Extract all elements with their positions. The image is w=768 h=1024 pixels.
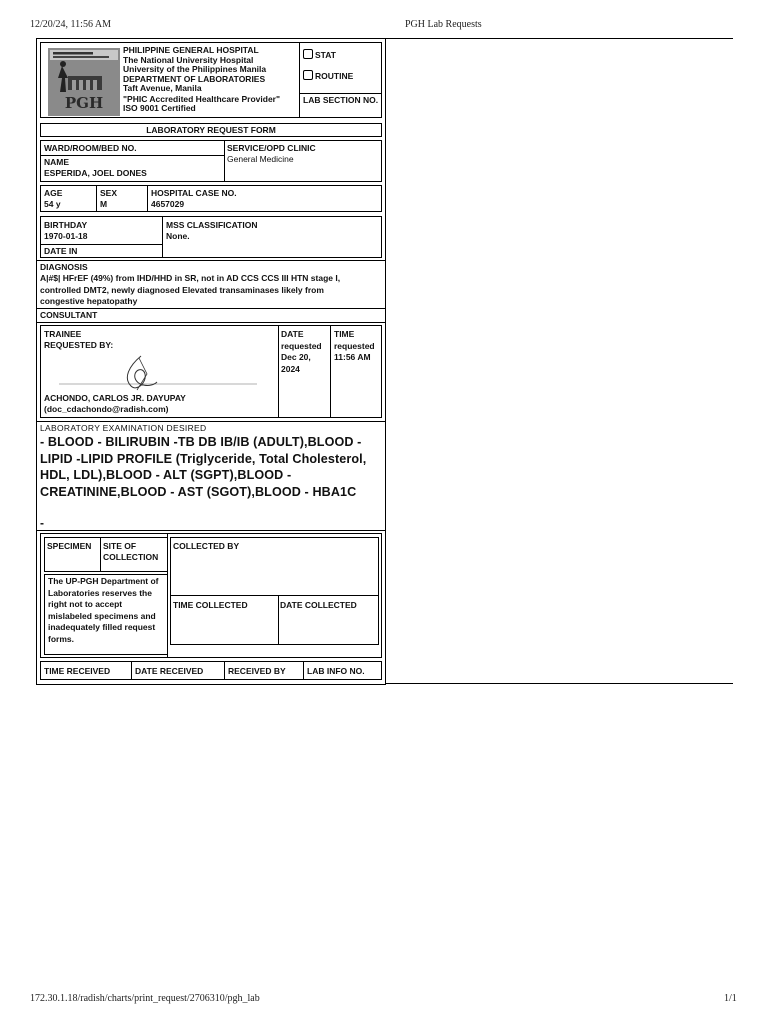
trainee-label: TRAINEE xyxy=(44,329,82,339)
consultant-label: CONSULTANT xyxy=(40,310,98,320)
mss-value: None. xyxy=(166,231,190,241)
routine-label: ROUTINE xyxy=(315,71,354,81)
hospital-address: Taft Avenue, Manila xyxy=(123,83,202,93)
age-sex-case-box xyxy=(40,185,382,212)
time-requested-value: 11:56 AM xyxy=(334,352,371,362)
doctor-email: (doc_cdachondo@radish.com) xyxy=(44,404,169,414)
routine-option[interactable] xyxy=(303,70,353,81)
lab-section-label: LAB SECTION NO. xyxy=(303,95,379,105)
print-title: PGH Lab Requests xyxy=(405,19,482,30)
form-title-box xyxy=(40,123,382,137)
requested-by-box xyxy=(40,325,382,418)
hospital-accreditation: "PHIC Accredited Healthcare Provider" xyxy=(123,94,281,104)
date-requested-label-2: requested xyxy=(281,340,322,351)
collection-box xyxy=(170,537,379,645)
stat-checkbox[interactable] xyxy=(303,49,313,59)
print-datetime: 12/20/24, 11:56 AM xyxy=(30,19,112,30)
site-label-2: COLLECTION xyxy=(103,552,159,562)
date-requested-value-1: Dec 20, xyxy=(281,352,311,362)
hospital-name: PHILIPPINE GENERAL HOSPITAL xyxy=(123,45,259,55)
patient-name: ESPERIDA, JOEL DONES xyxy=(44,168,147,178)
time-collected-label: TIME COLLECTED xyxy=(173,600,248,610)
hospital-subtitle: The National University Hospital xyxy=(123,54,254,65)
specimen-box xyxy=(40,533,382,658)
doctor-name: ACHONDO, CARLOS JR. DAYUPAY xyxy=(44,393,186,403)
service-value: General Medicine xyxy=(227,154,294,164)
hospital-university: University of the Philippines Manila xyxy=(123,64,267,74)
pgh-logo xyxy=(48,48,120,116)
name-label: NAME xyxy=(44,157,70,167)
time-requested-label-2: requested xyxy=(334,340,375,351)
date-collected-label: DATE COLLECTED xyxy=(280,600,357,610)
date-in-label: DATE IN xyxy=(44,246,78,256)
page-bottom-rule xyxy=(385,683,733,684)
form-title: LABORATORY REQUEST FORM xyxy=(146,125,276,135)
print-url: 172.30.1.18/radish/charts/print_request/2706310/pgh_lab xyxy=(30,993,260,1004)
time-received-label: TIME RECEIVED xyxy=(44,666,111,676)
date-requested-value-2: 2024 xyxy=(281,363,300,374)
hospital-iso: ISO 9001 Certified xyxy=(123,103,196,113)
page-top-rule xyxy=(385,38,733,39)
specimen-site-box xyxy=(44,537,168,572)
print-page-number: 1/1 xyxy=(724,993,737,1004)
birthday-label: BIRTHDAY xyxy=(44,220,88,230)
collected-by-label: COLLECTED BY xyxy=(173,541,240,551)
diagnosis-label: DIAGNOSIS xyxy=(40,262,88,272)
case-label: HOSPITAL CASE NO. xyxy=(151,188,237,198)
ward-label: WARD/ROOM/BED NO. xyxy=(44,143,137,153)
patient-info-box xyxy=(40,140,382,182)
requested-by-label: REQUESTED BY: xyxy=(44,340,114,350)
date-received-label: DATE RECEIVED xyxy=(135,666,204,676)
date-requested-label-1: DATE xyxy=(281,329,304,339)
birthday-mss-box xyxy=(40,216,382,258)
exam-trailing: - xyxy=(40,516,44,530)
stat-option[interactable] xyxy=(303,49,336,60)
lab-info-label: LAB INFO NO. xyxy=(307,666,365,676)
hospital-header xyxy=(40,42,382,118)
doctor-signature xyxy=(59,352,259,392)
time-requested-label-1: TIME xyxy=(334,329,355,339)
age-label: AGE xyxy=(44,188,63,198)
receiving-row xyxy=(40,661,382,680)
routine-checkbox[interactable] xyxy=(303,70,313,80)
diagnosis-text: A|#$| HFrEF (49%) from IHD/HHD in SR, not in AD CCS CCS III HTN stage I, controlled DMT2, newly diagnosed Elevated transaminases likely from congestive hepatopathy xyxy=(40,273,341,306)
exam-text: - BLOOD - BILIRUBIN -TB DB IB/IB (ADULT),BLOOD - LIPID -LIPID PROFILE (Triglyceride, Total Cholesterol, HDL, LDL),BLOOD - ALT (SGPT),BLOOD - CREATININE,BLOOD - AST (SGOT),BLOOD - HBA1C xyxy=(40,435,367,499)
hospital-department: DEPARTMENT OF LABORATORIES xyxy=(123,73,266,84)
mss-label: MSS CLASSIFICATION xyxy=(166,220,258,230)
disclaimer-box xyxy=(44,574,168,655)
sex-value: M xyxy=(100,199,108,209)
age-value: 54 y xyxy=(44,199,61,209)
lab-request-form xyxy=(36,38,386,685)
pgh-logo-text: PGH xyxy=(64,94,104,112)
stat-label: STAT xyxy=(315,50,336,60)
case-value: 4657029 xyxy=(151,199,185,209)
specimen-label: SPECIMEN xyxy=(47,541,92,551)
disclaimer-text: The UP-PGH Department of Laboratories reserves the right not to accept mislabeled specimens and inadequately filled request forms. xyxy=(48,576,159,644)
sex-label: SEX xyxy=(100,188,118,198)
exam-label: LABORATORY EXAMINATION DESIRED xyxy=(40,423,207,433)
service-label: SERVICE/OPD CLINIC xyxy=(227,143,316,153)
birthday-value: 1970-01-18 xyxy=(44,231,88,241)
received-by-label: RECEIVED BY xyxy=(228,666,286,676)
site-label-1: SITE OF xyxy=(103,541,137,551)
